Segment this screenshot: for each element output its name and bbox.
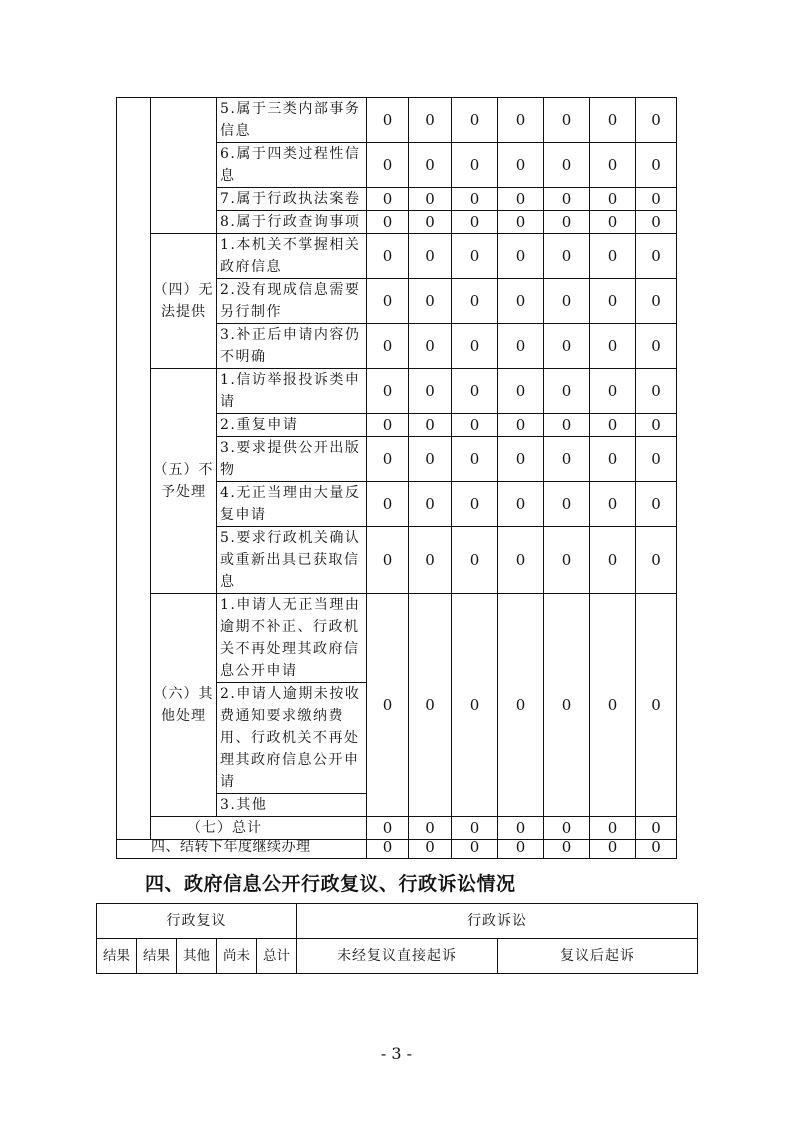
value-cell: 0 [409,324,452,369]
value-cell: 0 [452,437,498,482]
value-cell: 0 [409,188,452,211]
section-title: 四、政府信息公开行政复议、行政诉讼情况 [145,873,516,895]
table-row [117,234,677,279]
value-cell: 0 [367,414,409,437]
value-cell: 0 [367,594,409,817]
value-cell: 0 [636,188,677,211]
value-cell: 0 [590,414,636,437]
value-cell: 0 [636,143,677,188]
value-cell: 0 [367,279,409,324]
value-cell: 0 [636,482,677,527]
value-cell: 0 [590,836,636,859]
value-cell: 0 [452,414,498,437]
value-cell: 0 [409,369,452,414]
value-cell: 0 [590,324,636,369]
value-cell: 0 [636,98,677,143]
value-cell: 0 [636,234,677,279]
table-row [117,98,677,143]
value-cell: 0 [367,188,409,211]
carry-over-label: 四、结转下年度继续办理 [117,836,367,859]
row-label: 5.要求行政机关确认或重新出具已获取信息 [217,527,367,594]
value-cell: 0 [590,188,636,211]
column-header: 尚未 [217,939,257,974]
value-cell: 0 [498,437,544,482]
value-cell: 0 [452,482,498,527]
value-cell: 0 [452,817,498,840]
value-cell: 0 [636,369,677,414]
value-cell: 0 [452,211,498,234]
value-cell: 0 [544,527,590,594]
value-cell: 0 [590,234,636,279]
column-header: 未经复议直接起诉 [297,939,498,974]
value-cell: 0 [409,437,452,482]
row-label: 8.属于行政查询事项 [217,211,367,234]
value-cell: 0 [544,279,590,324]
value-cell: 0 [367,369,409,414]
value-cell: 0 [590,527,636,594]
value-cell: 0 [498,836,544,859]
category-label: （六）其他处理 [151,594,217,817]
value-cell: 0 [367,211,409,234]
value-cell: 0 [409,594,452,817]
value-cell: 0 [409,143,452,188]
value-cell: 0 [367,98,409,143]
application-processing-table [116,97,677,840]
value-cell: 0 [590,817,636,840]
value-cell: 0 [590,143,636,188]
value-cell: 0 [498,527,544,594]
row-label: 7.属于行政执法案卷 [217,188,367,211]
outer-blank-cell [117,98,151,840]
value-cell: 0 [590,211,636,234]
review-litigation-table [96,903,698,974]
row-label: 3.要求提供公开出版物 [217,437,367,482]
value-cell: 0 [498,594,544,817]
value-cell: 0 [544,369,590,414]
value-cell: 0 [367,437,409,482]
value-cell: 0 [544,817,590,840]
column-header: 复议后起诉 [498,939,698,974]
row-label: 2.重复申请 [217,414,367,437]
value-cell: 0 [498,234,544,279]
table-row [117,369,677,414]
value-cell: 0 [409,527,452,594]
admin-review-header: 行政复议 [97,904,297,939]
value-cell: 0 [636,594,677,817]
admin-litigation-header: 行政诉讼 [297,904,698,939]
value-cell: 0 [498,369,544,414]
page-number: - 3 - [380,1044,413,1063]
value-cell: 0 [498,414,544,437]
value-cell: 0 [367,482,409,527]
value-cell: 0 [498,482,544,527]
value-cell: 0 [636,437,677,482]
value-cell: 0 [544,482,590,527]
row-label: 4.无正当理由大量反复申请 [217,482,367,527]
value-cell: 0 [590,482,636,527]
carry-over-table [116,836,677,859]
table-row [117,594,677,683]
row-label: 5.属于三类内部事务信息 [217,98,367,143]
value-cell: 0 [367,234,409,279]
value-cell: 0 [452,279,498,324]
value-cell: 0 [544,414,590,437]
value-cell: 0 [498,211,544,234]
value-cell: 0 [498,188,544,211]
value-cell: 0 [544,98,590,143]
value-cell: 0 [367,817,409,840]
value-cell: 0 [590,279,636,324]
value-cell: 0 [636,527,677,594]
value-cell: 0 [498,324,544,369]
column-header: 其他 [177,939,217,974]
value-cell: 0 [544,234,590,279]
value-cell: 0 [367,143,409,188]
row-label: 1.本机关不掌握相关政府信息 [217,234,367,279]
value-cell: 0 [452,234,498,279]
value-cell: 0 [452,527,498,594]
row-label: 2.申请人逾期未按收费通知要求缴纳费用、行政机关不再处理其政府信息公开申请 [217,683,367,794]
category-label: （四）无法提供 [151,234,217,369]
column-header: 结果 [137,939,177,974]
value-cell: 0 [452,188,498,211]
value-cell: 0 [544,188,590,211]
value-cell: 0 [409,234,452,279]
value-cell: 0 [590,369,636,414]
category-label: （五）不予处理 [151,369,217,594]
column-header: 总计 [257,939,297,974]
value-cell: 0 [590,98,636,143]
value-cell: 0 [367,324,409,369]
value-cell: 0 [452,98,498,143]
row-label: 6.属于四类过程性信息 [217,143,367,188]
value-cell: 0 [590,437,636,482]
value-cell: 0 [452,594,498,817]
value-cell: 0 [636,836,677,859]
value-cell: 0 [409,414,452,437]
value-cell: 0 [544,211,590,234]
value-cell: 0 [498,279,544,324]
value-cell: 0 [409,817,452,840]
table-row [117,836,677,859]
category-blank-cell [151,98,217,234]
value-cell: 0 [636,817,677,840]
value-cell: 0 [409,98,452,143]
value-cell: 0 [498,817,544,840]
value-cell: 0 [452,143,498,188]
value-cell: 0 [409,211,452,234]
value-cell: 0 [409,836,452,859]
value-cell: 0 [636,279,677,324]
value-cell: 0 [367,836,409,859]
value-cell: 0 [544,594,590,817]
table-header-row [97,904,698,939]
row-label: 3.补正后申请内容仍不明确 [217,324,367,369]
row-label: 3.其他 [217,794,367,817]
value-cell: 0 [636,324,677,369]
value-cell: 0 [409,279,452,324]
value-cell: 0 [590,594,636,817]
value-cell: 0 [636,211,677,234]
value-cell: 0 [498,98,544,143]
value-cell: 0 [452,324,498,369]
value-cell: 0 [544,143,590,188]
value-cell: 0 [452,836,498,859]
column-header: 结果 [97,939,137,974]
value-cell: 0 [498,143,544,188]
value-cell: 0 [544,836,590,859]
value-cell: 0 [636,414,677,437]
row-label: 2.没有现成信息需要另行制作 [217,279,367,324]
row-label: 1.信访举报投诉类申请 [217,369,367,414]
value-cell: 0 [544,324,590,369]
total-label: （七）总计 [151,817,367,840]
table-subheader-row [97,939,698,974]
row-label: 1.申请人无正当理由逾期不补正、行政机关不再处理其政府信息公开申请 [217,594,367,683]
value-cell: 0 [452,369,498,414]
value-cell: 0 [409,482,452,527]
value-cell: 0 [544,437,590,482]
value-cell: 0 [367,527,409,594]
